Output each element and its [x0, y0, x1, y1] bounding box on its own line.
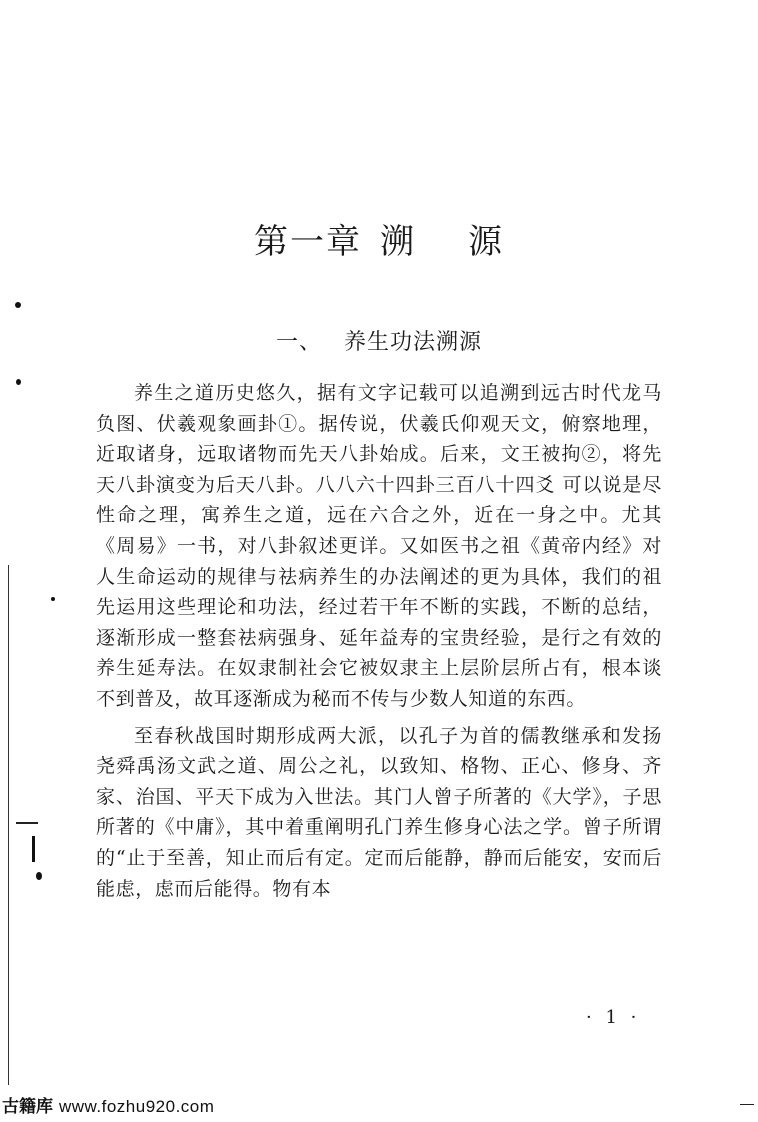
scan-edge-mark: [740, 1104, 754, 1105]
watermark-url[interactable]: www.fozhu920.com: [59, 1097, 215, 1116]
chapter-prefix: 第一章: [254, 222, 362, 262]
watermark-site-name: 古籍库: [2, 1097, 53, 1116]
scan-edge-line: [8, 565, 9, 1085]
paragraph-2: 至春秋战国时期形成两大派，以孔子为首的儒教继承和发扬尧舜禹汤文武之道、周公之礼，以致知、格物、正心、修身、齐家、治国、平天下成为入世法。其门人曾子所著的《大学》，子思所著的《中庸》，其中着重阐明孔门养生修身心法之学。曾子所谓的“止于至善，知止而后有定。定而后能静，静而后能安，安而后能虑，虑而后能得。物有本: [96, 724, 662, 900]
section-heading: [0, 325, 758, 356]
page-number: · 1 ·: [586, 1007, 641, 1028]
scan-speck: [36, 872, 42, 880]
body-text: [96, 378, 662, 904]
scan-edge-mark: [32, 836, 35, 862]
scan-speck: [16, 379, 21, 385]
chapter-word-1: 溯: [380, 222, 416, 262]
scan-edge-mark: [16, 822, 38, 824]
section-title: 养生功法溯源: [344, 330, 483, 355]
site-watermark[interactable]: [2, 1092, 214, 1117]
chapter-word-2: 源: [468, 222, 504, 262]
scan-speck: [51, 597, 55, 601]
paragraph-1: 养生之道历史悠久，据有文字记载可以追溯到远古时代龙马负图、伏羲观象画卦①。据传说，伏羲氏仰观天文，俯察地理，近取诸身，远取诸物而先天八卦始成。后来，文王被拘②，将先天八卦演变为后天八卦。八八六十四卦三百八十四爻 可以说是尽性命之理，寓养生之道，远在六合之外，近在一身之中。尤其《周易》一书，对八卦叙述更详。又如医书之祖《黄帝内经》对人生命运动的规律与祛病养生的办法阐述的更为具体，我们的祖先运用这些理论和功法，经过若干年不断的实践，不断的总结，逐渐形成一整套祛病强身、延年益寿的宝贵经验，是行之有效的养生延寿法。在奴隶制社会它被奴隶主上层阶层所占有，根本谈不到普及，故耳逐渐成为秘而不传与少数人知道的东西。: [96, 382, 662, 710]
scan-speck: [15, 302, 21, 308]
chapter-title: [0, 214, 758, 263]
section-number: 一、: [275, 330, 322, 355]
